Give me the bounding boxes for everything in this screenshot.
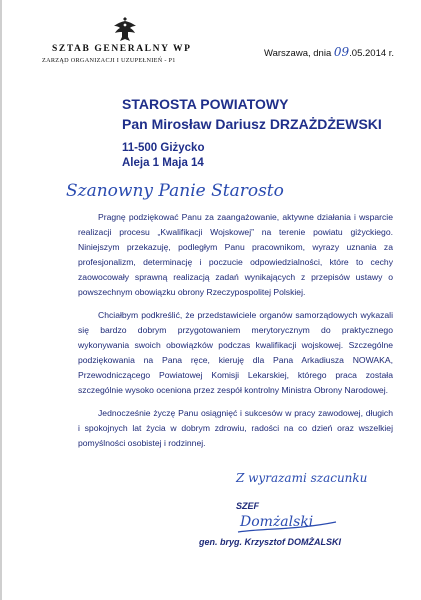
salutation-text: Szanowny Panie Starosto	[66, 181, 284, 201]
organization-department: ZARZĄD ORGANIZACJI I UZUPEŁNIEŃ - P1	[42, 57, 176, 64]
handwritten-signature	[236, 510, 346, 536]
polish-eagle-emblem-icon	[112, 14, 138, 44]
handwritten-salutation	[64, 176, 364, 204]
handwritten-closing	[234, 466, 404, 490]
signer-name: gen. bryg. Krzysztof DOMŻALSKI	[199, 537, 342, 547]
organization-name: SZTAB GENERALNY WP	[52, 44, 192, 54]
signature-text: Domżalski	[240, 514, 314, 530]
date-line	[264, 45, 394, 59]
date-day-handwritten: 09	[333, 45, 350, 59]
recipient-title: STAROSTA POWIATOWY	[122, 96, 289, 112]
recipient-name: Pan Mirosław Dariusz DRZAŻDŻEWSKI	[122, 116, 382, 132]
body-paragraph-2: Chciałbym podkreślić, że przedstawiciele organów samorządowych wykazali się bardzo dobrym przygotowaniem merytorycznym do praktycznego wykonywania swoich obowiązków podczas kwalifikacji wojskowej. Szczególne podziękowania na Pana ręce, kieruję dla Pana Arkadiusza NOWAKA, Przewodniczącego Powiatowej Komisji Lekarskiej, którego praca została szczególnie wysoko oceniona przez zespół kontrolny Ministra Obrony Narodowej.	[78, 310, 393, 395]
date-prefix: Warszawa, dnia	[264, 48, 332, 59]
recipient-city: 11-500 Giżycko	[122, 142, 205, 154]
body-paragraph-1: Pragnę podziękować Panu za zaangażowanie, aktywne działania i wsparcie realizacji procesu „Kwalifikacji Wojskowej” na terenie powiatu giżyckiego. Niniejszym przekazuję, podległym Panu pracownikom, wyrazy uznania za profesjonalizm, determinację i poczucie odpowiedzialności, które to cechy zaowocowały sprawną realizacją zadań wynikających z przepisów ustawy o powszechnym obowiązku obrony Rzeczypospolitej Polskiej.	[78, 212, 393, 297]
closing-text: Z wyrazami szacunku	[236, 471, 368, 485]
date-rest: .05.2014 r.	[349, 48, 395, 59]
signer-title: SZEF	[236, 501, 260, 511]
letter-body	[78, 210, 393, 459]
body-paragraph-3: Jednocześnie życzę Panu osiągnięć i sukcesów w pracy zawodowej, długich i spokojnych lat życia w dobrym zdrowiu, radości na co dzień oraz wszelkiej pomyślności osobistej i rodzinnej.	[78, 408, 393, 448]
recipient-street: Aleja 1 Maja 14	[122, 157, 204, 169]
